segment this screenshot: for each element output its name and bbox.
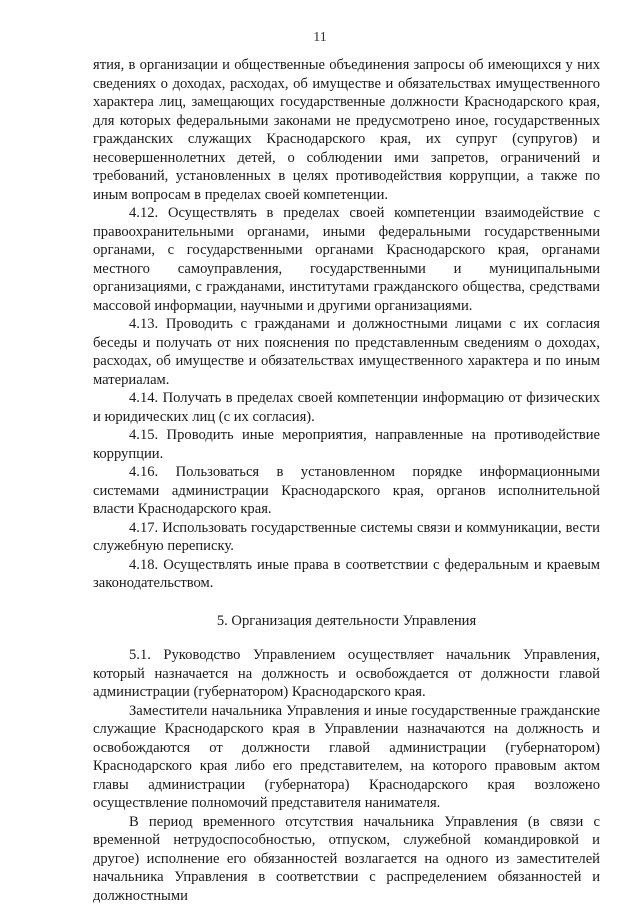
paragraph-continuation: ятия, в организации и общественные объединения запросы об имеющихся у них сведениях о доходах, расходах, об имуществе и обязательствах имущественного характера лиц, замещающих государственные должности Краснодарского края, для которых федеральными законами не предусмотрено иное, государственных гражданских служащих Краснодарского края, их супруг (супругов) и несовершеннолетних детей, о соблюдении ими запретов, ограничений и требований, установленных в целях противодействия коррупции, а также по иным вопросам в пределах своей компетенции.	[93, 57, 600, 203]
paragraph-4-18: 4.18. Осуществлять иные права в соответствии с федеральным и краевым законодательством.	[93, 556, 600, 591]
paragraph-4-16: 4.16. Пользоваться в установленном порядке информационными системами администрации Краснодарского края, органов исполнительной власти Краснодарского края.	[93, 464, 600, 517]
paragraph-5-1: 5.1. Руководство Управлением осуществляет начальник Управления, который назначается на должность и освобождается от должности главой администрации (губернатором) Краснодарского края.	[93, 647, 600, 700]
paragraph-4-12: 4.12. Осуществлять в пределах своей компетенции взаимодействие с правоохранительными органами, иными федеральными государственными органами, с государственными органами Краснодарского края, органами местного самоуправления, государственными и муниципальными организациями, с гражданами, институтами гражданского общества, средствами массовой информации, научными и другими организациями.	[93, 205, 600, 314]
document-body	[93, 56, 600, 905]
paragraph-4-15: 4.15. Проводить иные мероприятия, направленные на противодействие коррупции.	[93, 427, 600, 462]
paragraph-deputies: Заместители начальника Управления и иные государственные гражданские служащие Краснодарского края в Управлении назначаются на должность и освобождаются от должности главой администрации (губернатором) Краснодарского края либо его представителем, на которого правовым актом главы администрации (губернатора) Краснодарского края возложено осуществление полномочий представителя нанимателя.	[93, 702, 600, 811]
section-heading: 5. Организация деятельности Управления	[216, 612, 477, 629]
paragraph-4-13: 4.13. Проводить с гражданами и должностными лицами с их согласия беседы и получать от них пояснения по представленным сведениям о доходах, расходах, об имуществе и обязательствах имущественного характера и по иным материалам.	[93, 316, 600, 388]
paragraph-temporary-absence: В период временного отсутствия начальника Управления (в связи с временной нетрудоспособностью, отпуском, служебной командировкой и другое) исполнение его обязанностей возлагается на одного из заместителей начальника Управления в соответствии с распределением обязанностей и должностными	[93, 813, 600, 904]
paragraph-4-14: 4.14. Получать в пределах своей компетенции информацию от физических и юридических лиц (с их согласия).	[93, 390, 600, 425]
page-number: 11	[313, 30, 327, 45]
paragraph-4-17: 4.17. Использовать государственные системы связи и коммуникации, вести служебную переписку.	[93, 519, 600, 554]
